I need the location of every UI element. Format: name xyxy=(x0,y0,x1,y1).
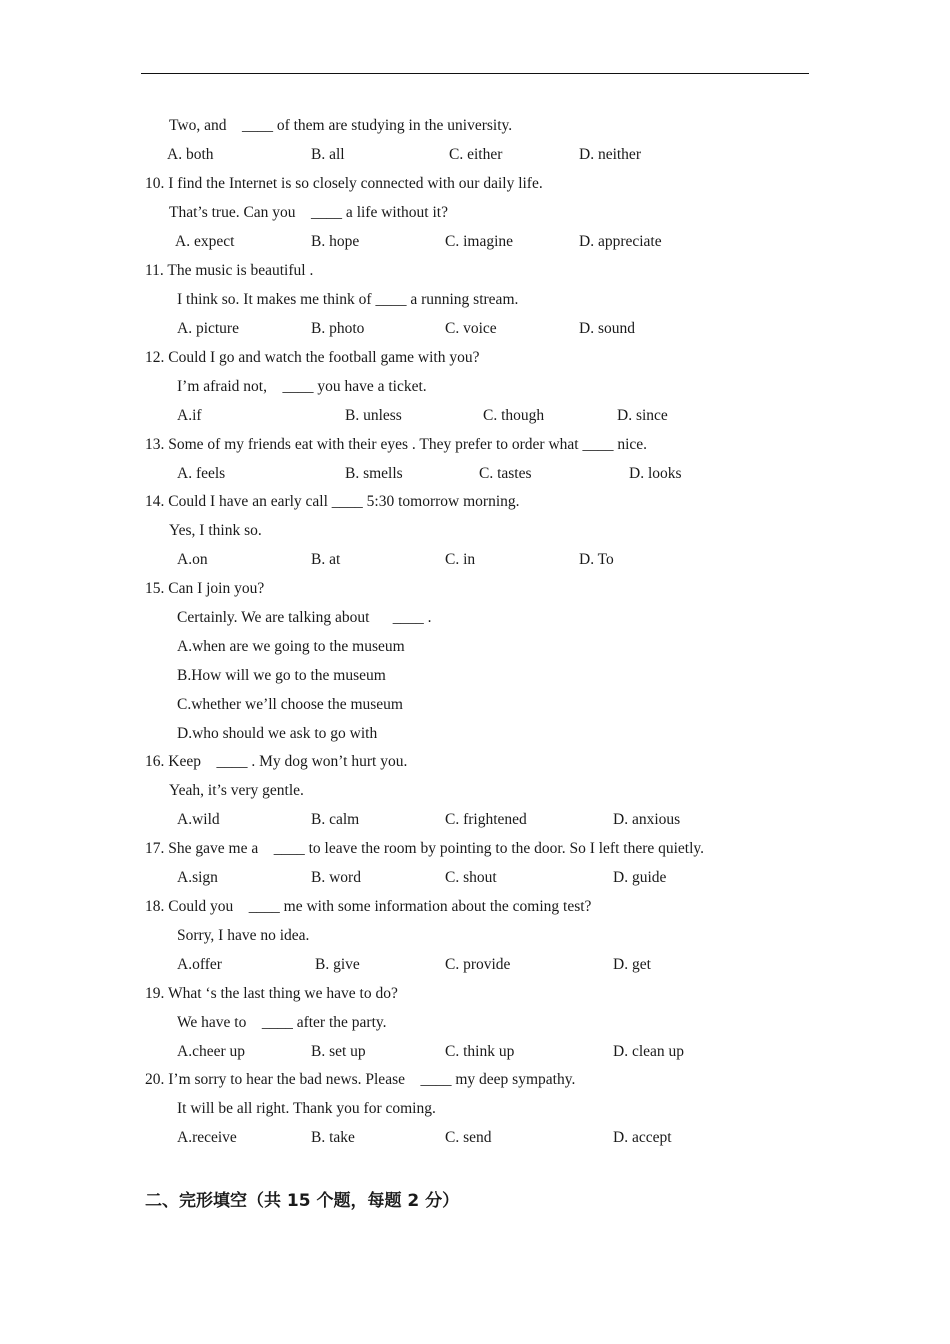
question-line: Sorry, I have no idea. xyxy=(177,927,310,944)
header-rule xyxy=(141,73,809,74)
question-20: 20. I’m sorry to hear the bad news. Please ____ my deep sympathy. xyxy=(145,1071,576,1088)
option-a: A. picture xyxy=(177,320,239,337)
question-line: We have to ____ after the party. xyxy=(177,1014,387,1031)
option-c: C. imagine xyxy=(445,233,514,250)
question-line: Yes, I think so. xyxy=(169,522,262,539)
option-c: C. send xyxy=(445,1129,492,1146)
option-b: B. at xyxy=(311,551,341,568)
option-b: B.How will we go to the museum xyxy=(177,667,386,684)
option-b: B. take xyxy=(311,1129,355,1146)
question-line: That’s true. Can you ____ a life without it? xyxy=(169,204,448,221)
option-d: D. since xyxy=(617,407,668,424)
question-line: Two, and ____ of them are studying in the university. xyxy=(169,117,513,134)
option-a: A.when are we going to the museum xyxy=(177,638,405,655)
option-d: D.who should we ask to go with xyxy=(177,725,378,742)
option-d: D. guide xyxy=(613,869,667,886)
option-a: A.receive xyxy=(177,1129,237,1146)
question-19: 19. What ‘s the last thing we have to do? xyxy=(145,985,398,1002)
option-d: D. looks xyxy=(629,465,682,482)
option-a: A. feels xyxy=(177,465,226,482)
option-d: D. get xyxy=(613,956,651,973)
option-d: D. accept xyxy=(613,1129,672,1146)
option-c: C. think up xyxy=(445,1043,515,1060)
question-16: 16. Keep ____ . My dog won’t hurt you. xyxy=(145,753,408,770)
option-c: C. provide xyxy=(445,956,511,973)
option-a: A.sign xyxy=(177,869,218,886)
question-10: 10. I find the Internet is so closely connected with our daily life. xyxy=(145,175,543,192)
option-d: D. sound xyxy=(579,320,635,337)
option-d: D. anxious xyxy=(613,811,681,828)
option-a: A.wild xyxy=(177,811,220,828)
option-c: C. frightened xyxy=(445,811,527,828)
option-b: B. word xyxy=(311,869,361,886)
option-b: B. set up xyxy=(311,1043,366,1060)
option-a: A.on xyxy=(177,551,208,568)
option-b: B. photo xyxy=(311,320,365,337)
option-c: C. voice xyxy=(445,320,497,337)
question-15: 15. Can I join you? xyxy=(145,580,265,597)
option-d: D. neither xyxy=(579,146,641,163)
option-a: A.offer xyxy=(177,956,222,973)
option-b: B. give xyxy=(315,956,360,973)
question-11: 11. The music is beautiful . xyxy=(145,262,314,279)
option-d: D. To xyxy=(579,551,614,568)
option-b: B. unless xyxy=(345,407,402,424)
option-c: C.whether we’ll choose the museum xyxy=(177,696,403,713)
option-d: D. appreciate xyxy=(579,233,662,250)
question-line: It will be all right. Thank you for coming. xyxy=(177,1100,436,1117)
option-b: B. calm xyxy=(311,811,360,828)
question-line: Yeah, it’s very gentle. xyxy=(169,782,304,799)
option-a: A.cheer up xyxy=(177,1043,245,1060)
option-c: C. tastes xyxy=(479,465,532,482)
option-b: B. hope xyxy=(311,233,360,250)
option-a: A. both xyxy=(167,146,214,163)
question-14: 14. Could I have an early call ____ 5:30 tomorrow morning. xyxy=(145,493,520,510)
question-line: I’m afraid not, ____ you have a ticket. xyxy=(177,378,427,395)
option-a: A.if xyxy=(177,407,202,424)
question-18: 18. Could you ____ me with some information about the coming test? xyxy=(145,898,592,915)
section-heading: 二、完形填空（共 15 个题，每题 2 分） xyxy=(145,1191,460,1211)
option-b: B. all xyxy=(311,146,345,163)
option-a: A. expect xyxy=(175,233,235,250)
question-12: 12. Could I go and watch the football game with you? xyxy=(145,349,480,366)
option-c: C. in xyxy=(445,551,476,568)
question-line: Certainly. We are talking about ____ . xyxy=(177,609,432,626)
question-line: I think so. It makes me think of ____ a running stream. xyxy=(177,291,519,308)
option-c: C. though xyxy=(483,407,545,424)
option-c: C. either xyxy=(449,146,503,163)
question-13: 13. Some of my friends eat with their eyes . They prefer to order what ____ nice. xyxy=(145,436,648,453)
option-c: C. shout xyxy=(445,869,497,886)
option-d: D. clean up xyxy=(613,1043,685,1060)
option-b: B. smells xyxy=(345,465,403,482)
question-17: 17. She gave me a ____ to leave the room by pointing to the door. So I left there quietly. xyxy=(145,840,705,857)
